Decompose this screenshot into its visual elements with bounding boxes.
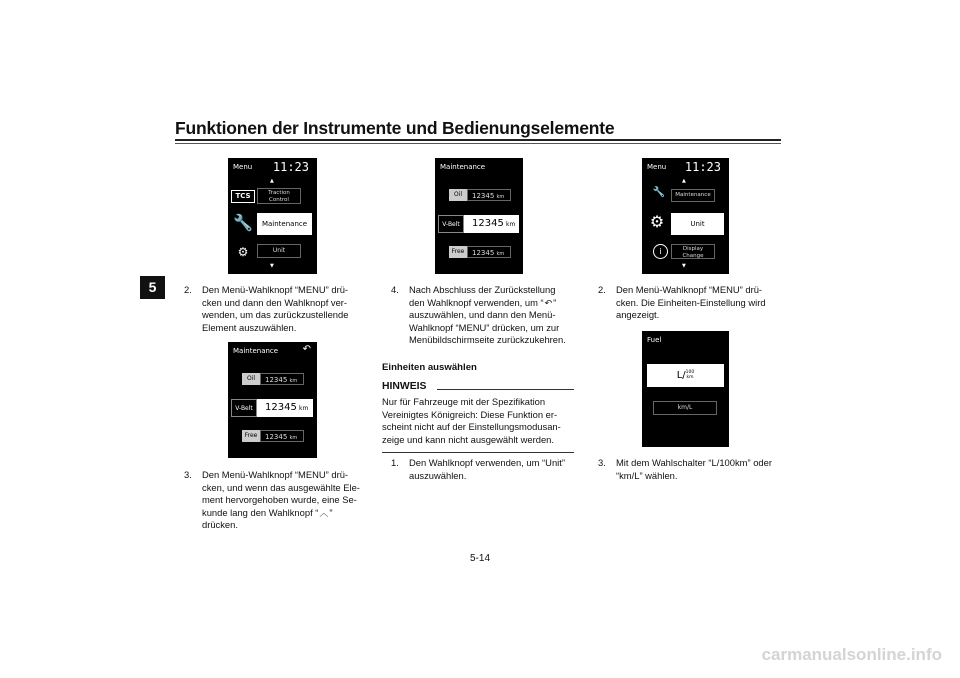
down-arrow-icon: ▼ [270, 263, 274, 269]
line: auszuwählen, und dann den Menü- [409, 309, 556, 320]
vbelt-unit: km [506, 221, 516, 228]
page-title: Funktionen der Instrumente und Bedienungselemente [175, 118, 615, 138]
line-part: den Wahlknopf verwenden, um “ [409, 296, 544, 308]
l-unit: L/ [676, 370, 686, 381]
menu-screen-a [228, 158, 317, 274]
vbelt-label: V-Belt [438, 215, 464, 233]
wrench-icon: 🔧 [233, 213, 253, 232]
line: scheint nicht auf der Einstellungsmodusan- [382, 421, 561, 432]
oil-value [467, 189, 511, 201]
step-number: 2. [184, 284, 192, 295]
line: ment hervorgehoben wurde, eine Se- [202, 494, 357, 505]
note-text [382, 396, 582, 446]
l-per-100km-option [647, 364, 724, 387]
maintenance-item: Maintenance [257, 213, 312, 235]
line [409, 297, 566, 310]
up-arrow-icon: ▲ [682, 178, 686, 184]
line [202, 507, 360, 520]
hundred: 100 [685, 370, 695, 375]
line: Nur für Fahrzeuge mit der Spezifikation [382, 396, 546, 407]
step-number: 1. [391, 457, 399, 468]
line: angezeigt. [616, 309, 660, 320]
step-number: 3. [184, 469, 192, 480]
line: auszuwählen. [409, 469, 467, 481]
page-number: 5-14 [469, 553, 490, 564]
unit-item: Unit [257, 244, 301, 258]
line-part: kunde lang den Wahlknopf “ [202, 506, 319, 518]
step-text [202, 469, 360, 532]
vbelt-km: 12345 [265, 402, 297, 413]
oil-label: Oil [449, 189, 467, 201]
screen-title: Fuel [647, 336, 662, 344]
oil-unit: km [289, 378, 298, 384]
up-arrow-icon: ▲ [270, 178, 274, 184]
km-per-l-option: km/L [653, 401, 717, 415]
vbelt-unit: km [299, 405, 309, 412]
display-change-item: Display Change [671, 244, 715, 259]
line: cken und dann den Wahlknopf ver- [202, 296, 348, 308]
maintenance-screen-c [435, 158, 523, 274]
clock: 11:23 [684, 160, 721, 174]
return-arrow-icon: ↶ [544, 297, 553, 308]
step-number: 2. [598, 284, 606, 295]
step-text [202, 284, 348, 334]
chapter-tab: 5 [140, 276, 165, 299]
line: Wahlknopf “MENU” drücken, um zur [409, 321, 560, 333]
free-km: 12345 [265, 433, 288, 441]
line: drücken. [202, 519, 238, 530]
note-top-rule [437, 389, 574, 390]
oil-value [260, 373, 304, 385]
free-value [260, 430, 304, 442]
unit-item: Unit [671, 213, 724, 235]
vbelt-km: 12345 [472, 218, 504, 229]
menu-screen-d [642, 158, 729, 274]
free-label: Free [449, 246, 467, 258]
maintenance-item: Maintenance [671, 189, 715, 202]
title-rule-thin [175, 143, 781, 144]
line-part: ” [329, 506, 333, 518]
line: “km/L” wählen. [616, 469, 678, 481]
line: Den Menü-Wahlknopf “MENU” drü- [202, 469, 349, 480]
vbelt-label: V-Belt [231, 399, 257, 417]
line: Mit dem Wahlschalter “L/100km” oder [616, 457, 772, 468]
step-number: 3. [598, 457, 606, 468]
step-text [616, 457, 772, 482]
vbelt-value [464, 215, 519, 233]
line-part: ” [553, 296, 557, 308]
screen-title: Maintenance [233, 347, 279, 355]
screen-title: Menu [233, 163, 253, 171]
wrench-icon: 🔧 [652, 187, 666, 198]
title-rule [175, 139, 781, 141]
line: Den Wahlknopf verwenden, um “Unit” [409, 457, 565, 468]
tcs-icon: TCS [231, 190, 255, 203]
screen-title: Maintenance [440, 163, 486, 171]
free-value [467, 246, 511, 258]
note-title: HINWEIS [382, 381, 427, 392]
line: zeige und kann nicht ausgewählt werden. [382, 433, 554, 445]
line: Element auszuwählen. [202, 321, 297, 333]
oil-label: Oil [242, 373, 260, 385]
oil-unit: km [496, 194, 505, 200]
free-unit: km [289, 435, 298, 441]
display-change-icon: i [653, 244, 668, 259]
maintenance-screen-b [228, 342, 317, 458]
oil-km: 12345 [265, 376, 288, 384]
free-label: Free [242, 430, 260, 442]
free-unit: km [496, 251, 505, 257]
traction-control-item: Traction Control [257, 188, 301, 204]
line: Den Menü-Wahlknopf “MENU” drü- [616, 284, 763, 295]
line: Nach Abschluss der Zurückstellung [409, 284, 556, 295]
clock: 11:23 [272, 160, 309, 174]
return-arrow-icon: ↶ [302, 344, 311, 355]
step-number: 4. [391, 284, 399, 295]
line: cken, und wenn das ausgewählte Ele- [202, 481, 360, 493]
up-chevron-icon: ︿ [319, 507, 329, 518]
line: Menübildschirmseite zurückzukehren. [409, 334, 566, 345]
free-km: 12345 [472, 249, 495, 257]
line: wenden, um das zurückzustellende [202, 309, 349, 320]
section-heading: Einheiten auswählen [382, 362, 477, 373]
line: cken. Die Einheiten-Einstellung wird [616, 296, 766, 308]
step-text [616, 284, 766, 322]
km-sub: km [686, 375, 694, 380]
gear-icon: ⚙ [649, 212, 665, 231]
step-text [409, 284, 566, 347]
gear-icon: ⚙ [237, 245, 249, 259]
vbelt-value [257, 399, 313, 417]
down-arrow-icon: ▼ [682, 263, 686, 269]
note-bottom-rule [382, 452, 574, 453]
line: Den Menü-Wahlknopf “MENU” drü- [202, 284, 349, 295]
fuel-screen [642, 331, 729, 447]
watermark: carmanualsonline.info [761, 645, 942, 664]
screen-title: Menu [647, 163, 667, 171]
step-text [409, 457, 565, 482]
oil-km: 12345 [472, 192, 495, 200]
line: Vereinigtes Königreich: Diese Funktion er- [382, 408, 558, 420]
